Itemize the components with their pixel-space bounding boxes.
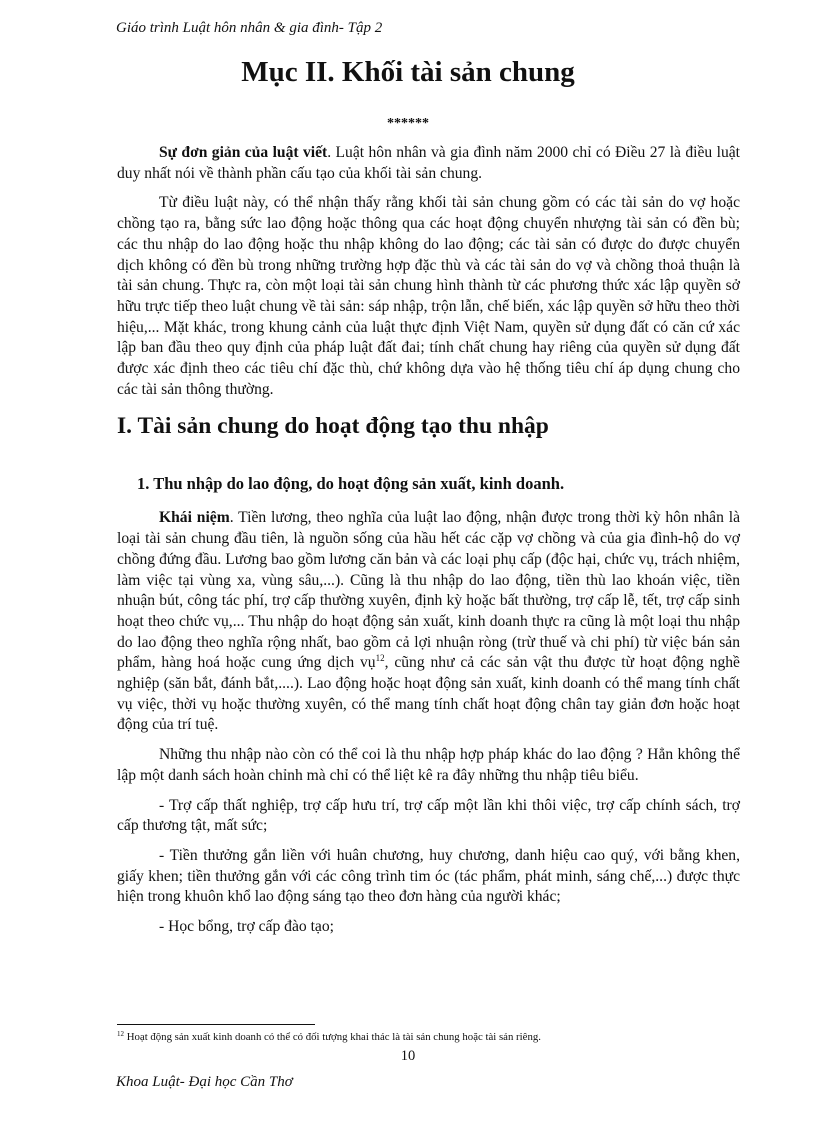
list-item: - Tiền thưởng gắn liền với huân chương, huy chương, danh hiệu cao quý, với bằng khen, giấy khen; tiền thưởng gắn với các công trình tim óc (tác phẩm, phát minh, sáng chế,...) được thực hiện trong khuôn khổ lao động sáng tạo theo đơn hàng của người khác;: [117, 846, 740, 906]
footnote-divider: [117, 1024, 315, 1025]
definition-term: Khái niệm: [159, 509, 230, 527]
intro-lead-bold: Sự đơn giản của luật viết: [159, 144, 328, 161]
subsection-heading: 1. Thu nhập do lao động, do hoạt động sản xuất, kinh doanh.: [137, 474, 565, 494]
running-footer: Khoa Luật- Đại học Cần Thơ: [116, 1074, 293, 1090]
separator-stars: ******: [387, 116, 429, 131]
footnote-text: Hoạt động sản xuất kinh doanh có thể có đối tượng khai thác là tài sản chung hoặc tài sản riêng.: [126, 1031, 541, 1043]
definition-text-1: . Tiền lương, theo nghĩa của luật lao động, nhận được trong thời kỳ hôn nhân là loại tài sản chung đầu tiên, là nguồn sống của hầu hết các cặp vợ chồng và của gia đình-hộ do vợ chồng đứng đầu. Lương bao gồm lương căn bản và các loại phụ cấp (độc hại, chức vụ, trách nhiệm, làm việc tại vùng xa, vùng sâu,...). Cũng là thu nhập do lao động, tiền thù lao khoán việc, tiền nhuận bút, công tác phí, trợ cấp thường xuyên, định kỳ hoặc bất thường, trợ cấp lễ, tết, trợ cấp sinh hoạt theo chức vụ,... Thu nhập do hoạt động sản xuất, kinh doanh thực ra cũng là một loại thu nhập do lao động theo nghĩa rộng nhất, bao gồm cả lợi nhuận ròng (trừ thuế và chi phí) từ việc bán sản phẩm, hàng hoá hoặc cung ứng dịch vụ: [117, 509, 741, 672]
main-content: [117, 143, 740, 947]
list-item: - Học bổng, trợ cấp đào tạo;: [159, 918, 334, 936]
income-question-paragraph: Những thu nhập nào còn có thể coi là thu nhập hợp pháp khác do lao động ? Hẳn không thể lập một danh sách hoàn chỉnh mà chỉ có thể liệt kê ra đây những thu nhập tiêu biểu.: [117, 746, 740, 784]
intro-paragraph-1: [117, 143, 740, 184]
definition-text-2: , cũng như cả các sản vật thu được từ hoạt động nghề nghiệp (săn bắt, đánh bắt,....). Lao động hoặc hoạt động sản xuất, kinh doanh có thể mang tính chất vụ việc, thời vụ hoặc thường xuyên, có thể mang tính chất hoạt động chân tay giản đơn hoặc hoạt động của trí tuệ.: [117, 654, 740, 734]
page-title: Mục II. Khối tài sản chung: [241, 56, 575, 88]
running-header: Giáo trình Luật hôn nhân & gia đình- Tập 2: [116, 20, 383, 36]
footnote-reference[interactable]: 12: [375, 653, 385, 664]
intro-paragraph-2: Từ điều luật này, có thể nhận thấy rằng khối tài sản chung gồm có các tài sản do vợ hoặc chồng tạo ra, bằng sức lao động hoặc thông qua các hoạt động chuyển nhượng tài sản có đền bù; các thu nhập do lao động hoặc thu nhập không do lao động; các tài sản có được do được chuyển dịch không có đền bù trong những trường hợp đặc thù và các tài sản do vợ và chồng thoả thuận là tài sản chung. Thực ra, còn một loại tài sản chung hình thành từ các phương thức xác lập quyền sở hữu trực tiếp theo luật chung về tài sản: sáp nhập, trộn lẫn, chế biến, xác lập quyền sở hữu theo thời hiệu,... Mặt khác, trong khung cảnh của luật thực định Việt Nam, quyền sử dụng đất có căn cứ xác lập ban đầu theo quy định của pháp luật đất đai; tính chất chung hay riêng của quyền sử dụng đất được xác định theo các tiêu chí đặc thù, chứ không dựa vào hệ thống tiêu chí áp dụng chung cho các tài sản thông thường.: [117, 194, 740, 398]
list-item: - Trợ cấp thất nghiệp, trợ cấp hưu trí, trợ cấp một lần khi thôi việc, trợ cấp chính sách, trợ cấp thương tật, mất sức;: [117, 796, 740, 835]
intro-lead-rest: . Luật hôn nhân và gia đình năm 2000 chỉ có Điều 27 là điều luật duy nhất nói về thành phần cấu tạo của khối tài sản chung.: [117, 144, 740, 182]
footnote: [117, 1031, 541, 1043]
section-heading: I. Tài sản chung do hoạt động tạo thu nhập: [117, 413, 549, 440]
page-number: 10: [400, 1048, 416, 1064]
definition-paragraph: [117, 508, 740, 736]
footnote-number: 12: [117, 1030, 124, 1038]
